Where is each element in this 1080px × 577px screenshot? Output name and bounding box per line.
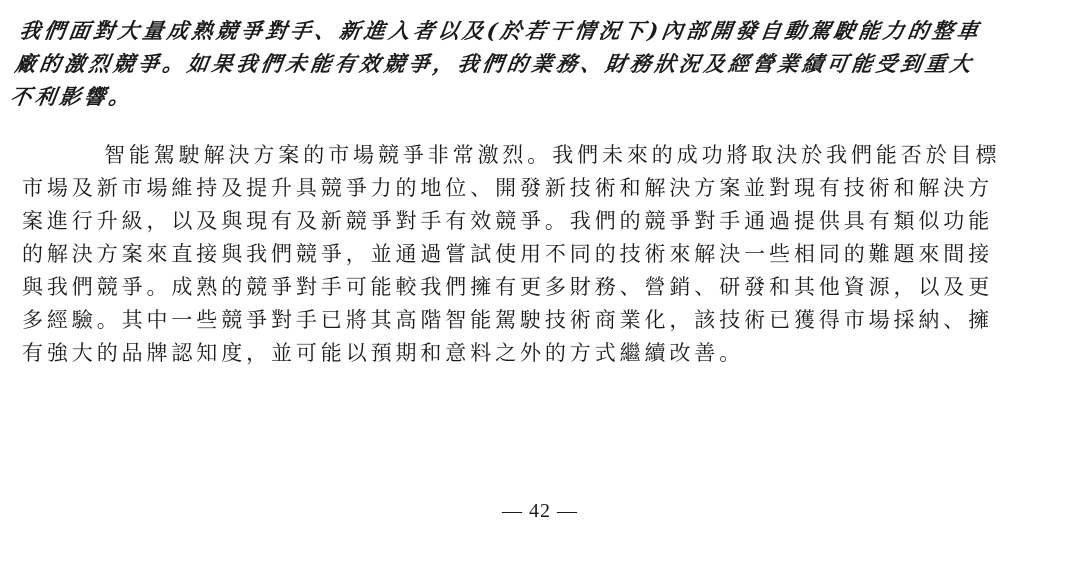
body-line: 與我們競爭。成熟的競爭對手可能較我們擁有更多財務、營銷、研發和其他資源，以及更 xyxy=(22,275,994,299)
body-line: 市場及新市場維持及提升具競爭力的地位、開發新技術和解決方案並對現有技術和解決方 xyxy=(22,176,994,200)
body-line: 智能駕駛解決方案的市場競爭非常激烈。我們未來的成功將取決於我們能否於目標 xyxy=(104,143,1001,167)
body-line: 有強大的品牌認知度，並可能以預期和意料之外的方式繼續改善。 xyxy=(22,341,745,365)
body-line: 案進行升級，以及與現有及新競爭對手有效競爭。我們的競爭對手通過提供具有類似功能 xyxy=(22,209,994,233)
risk-factor-heading xyxy=(8,14,1062,113)
body-line: 多經驗。其中一些競爭對手已將其高階智能駕駛技術商業化，該技術已獲得市場採納、擁 xyxy=(22,308,994,332)
risk-factor-body xyxy=(22,139,1062,370)
heading-line: 不利影響。 xyxy=(8,84,136,109)
page-number: — 42 — xyxy=(502,500,578,522)
document-page xyxy=(8,14,1062,370)
body-line: 的解決方案來直接與我們競爭，並通過嘗試使用不同的技術來解決一些相同的難題來間接 xyxy=(22,242,994,266)
heading-line: 我們面對大量成熟競爭對手、新進入者以及(於若干情況下)內部開發自動駕駛能力的整車 xyxy=(17,18,984,43)
heading-line: 廠的激烈競爭。如果我們未能有效競爭，我們的業務、財務狀況及經營業績可能受到重大 xyxy=(13,51,977,76)
